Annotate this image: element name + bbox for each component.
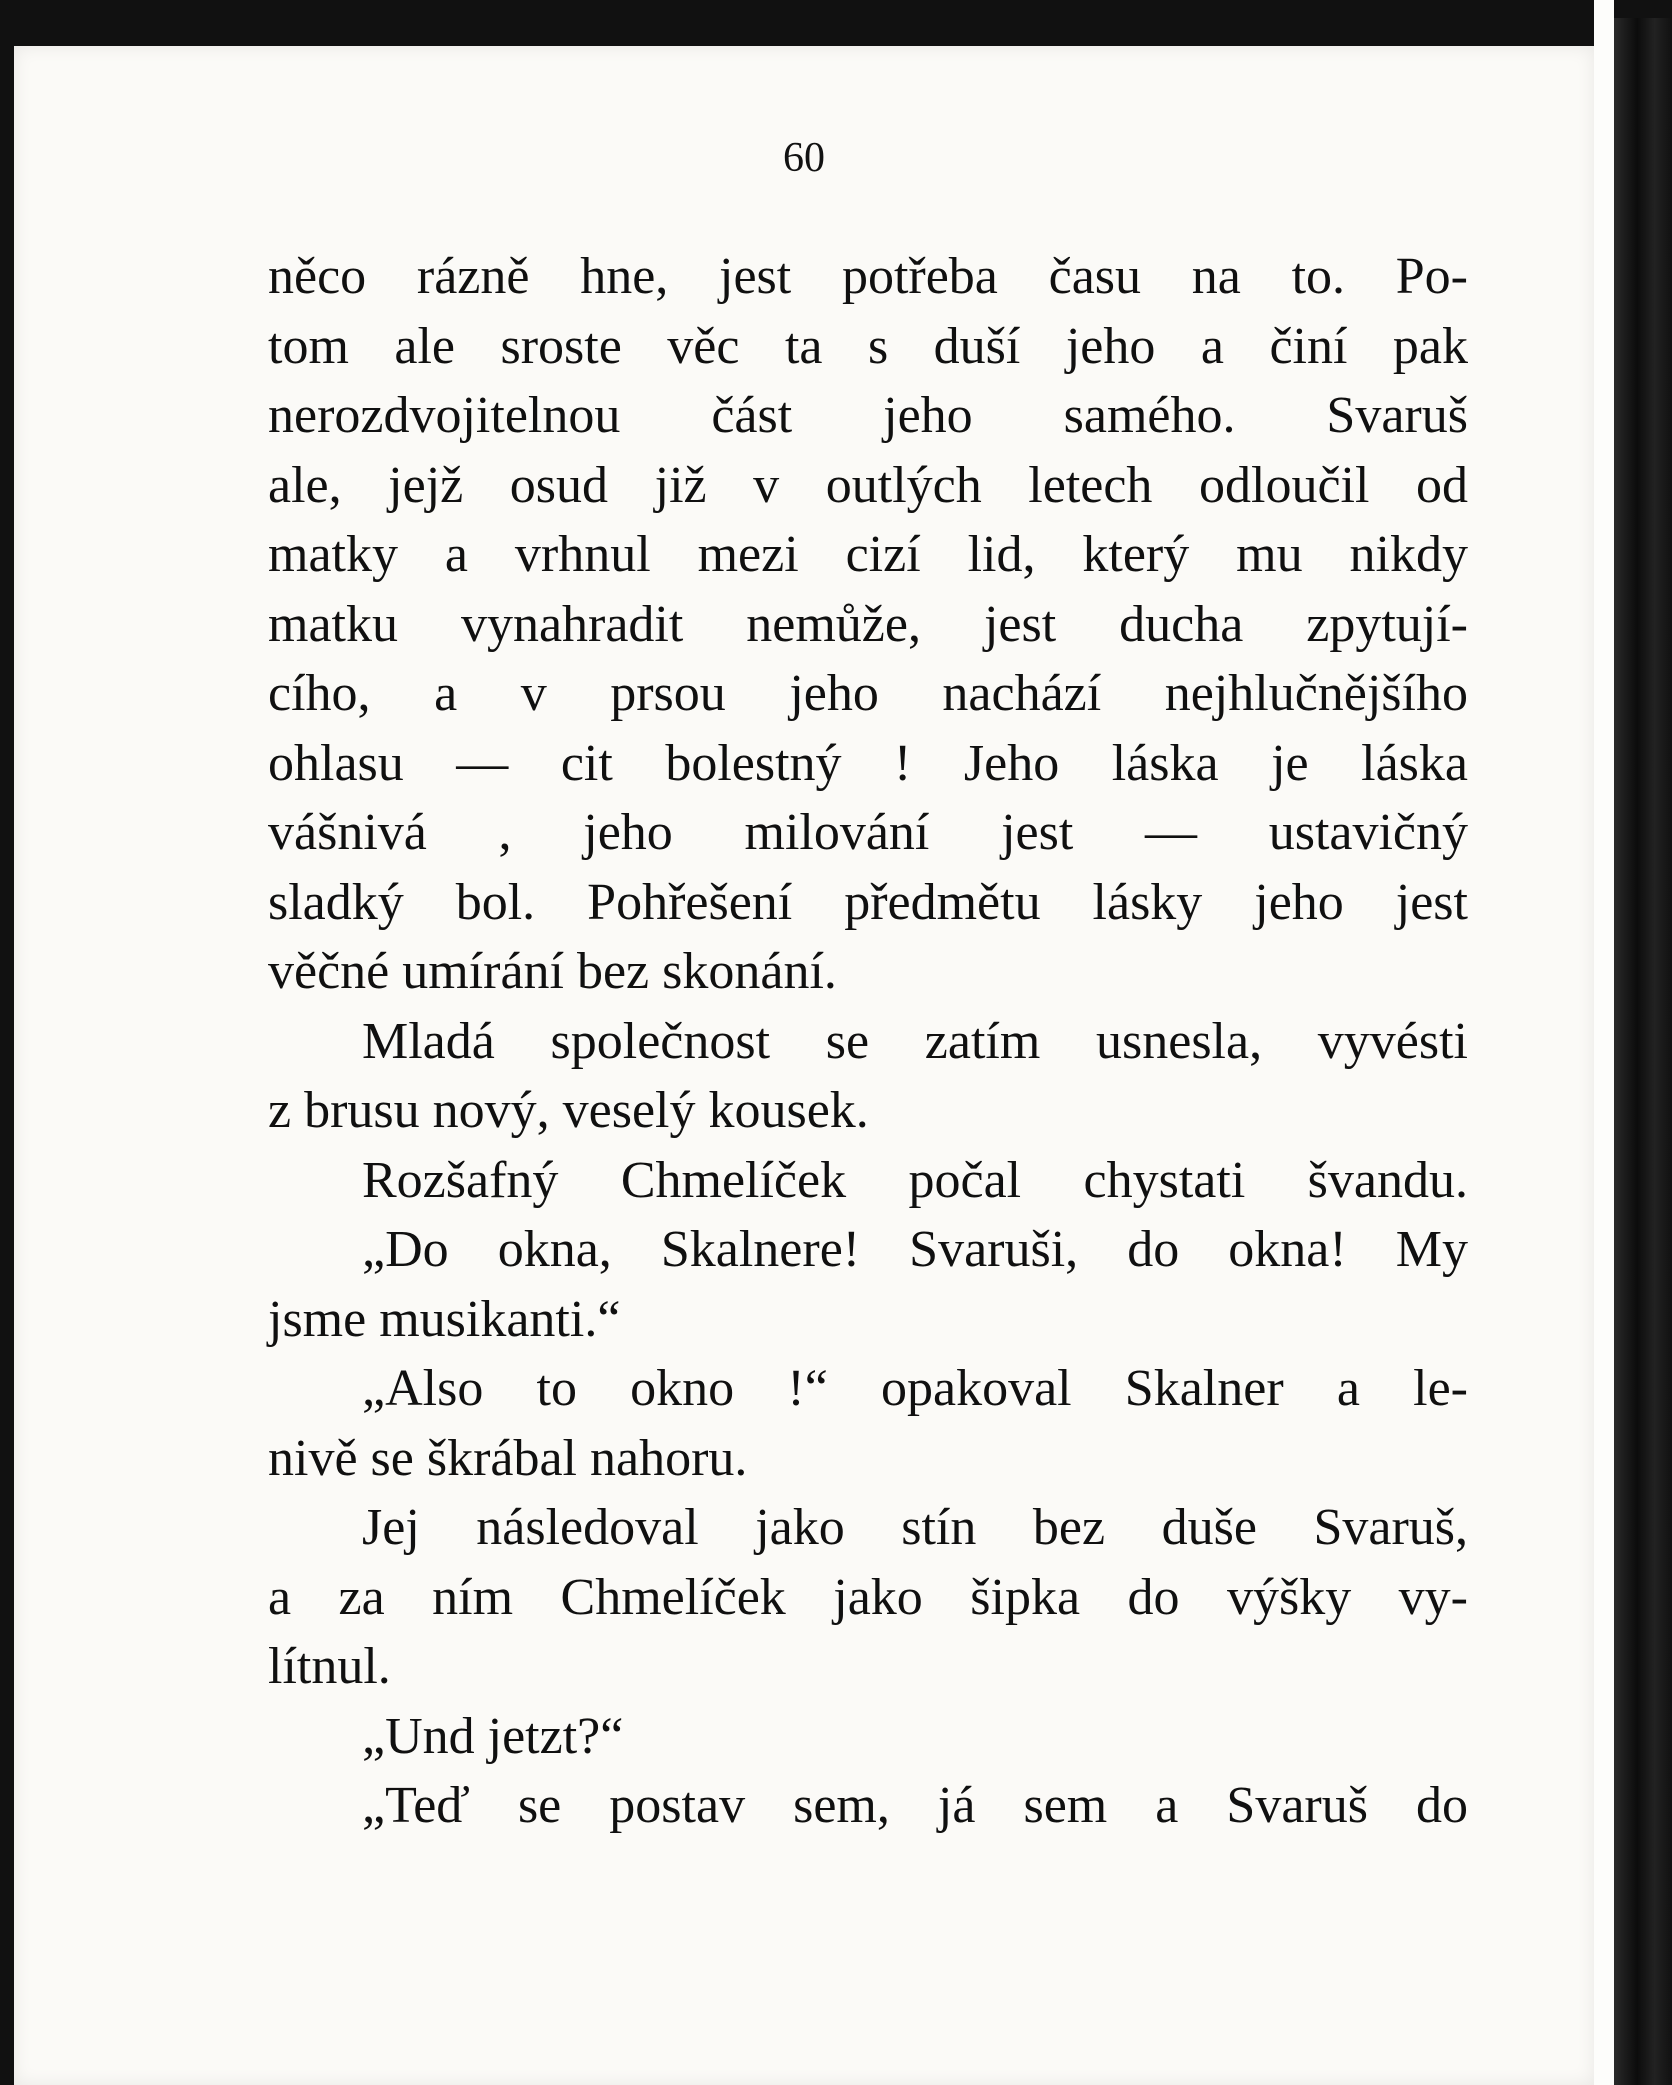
text-line: věčné umírání bez skonání.	[268, 943, 837, 1000]
text-line: Rozšafný Chmelíček počal chystati švandu.	[362, 1151, 1468, 1209]
text-line: lítnul.	[268, 1638, 391, 1695]
text-line: ohlasu — cit bolestný ! Jeho láska je láska	[268, 734, 1468, 792]
text-line: „Und jetzt?“	[362, 1707, 624, 1765]
text-line: ale, jejž osud již v outlých letech odloučil od	[268, 456, 1468, 514]
book-binding	[1614, 18, 1672, 2085]
text-line: Mladá společnost se zatím usnesla, vyvésti	[362, 1012, 1468, 1070]
text-line: a za ním Chmelíček jako šipka do výšky vy-	[268, 1568, 1468, 1626]
text-line: nivě se škrábal nahoru.	[268, 1429, 748, 1487]
text-line: vášnivá , jeho milování jest — ustavičný	[268, 804, 1468, 861]
text-line: nerozdvojitelnou část jeho samého. Svaruš	[268, 387, 1468, 444]
scan-border-top	[0, 0, 1672, 48]
page-number: 60	[783, 135, 825, 181]
text-line: sladký bol. Pohřešení předmětu lásky jeho jest	[268, 873, 1468, 931]
text-line: „Also to okno !“ opakoval Skalner a le-	[362, 1360, 1468, 1417]
body-text	[268, 242, 1468, 1841]
text-line: „Do okna, Skalnere! Svaruši, do okna! My	[362, 1221, 1468, 1278]
book-page	[14, 46, 1594, 2085]
text-line: něco rázně hne, jest potřeba času na to. Po-	[268, 248, 1468, 305]
page-edge	[1594, 0, 1614, 2085]
text-line: jsme musikanti.“	[268, 1290, 621, 1348]
text-line: z brusu nový, veselý kousek.	[268, 1082, 869, 1139]
text-line: „Teď se postav sem, já sem a Svaruš do	[362, 1777, 1468, 1834]
text-line: cího, a v prsou jeho nachází nejhlučnějšího	[268, 665, 1468, 722]
scan-border-left	[0, 0, 14, 2085]
text-line: tom ale sroste věc ta s duší jeho a činí pak	[268, 317, 1468, 375]
text-line: matky a vrhnul mezi cizí lid, který mu nikdy	[268, 526, 1468, 583]
text-line: Jej následoval jako stín bez duše Svaruš,	[362, 1499, 1468, 1556]
text-line: matku vynahradit nemůže, jest ducha zpytují-	[268, 595, 1468, 653]
